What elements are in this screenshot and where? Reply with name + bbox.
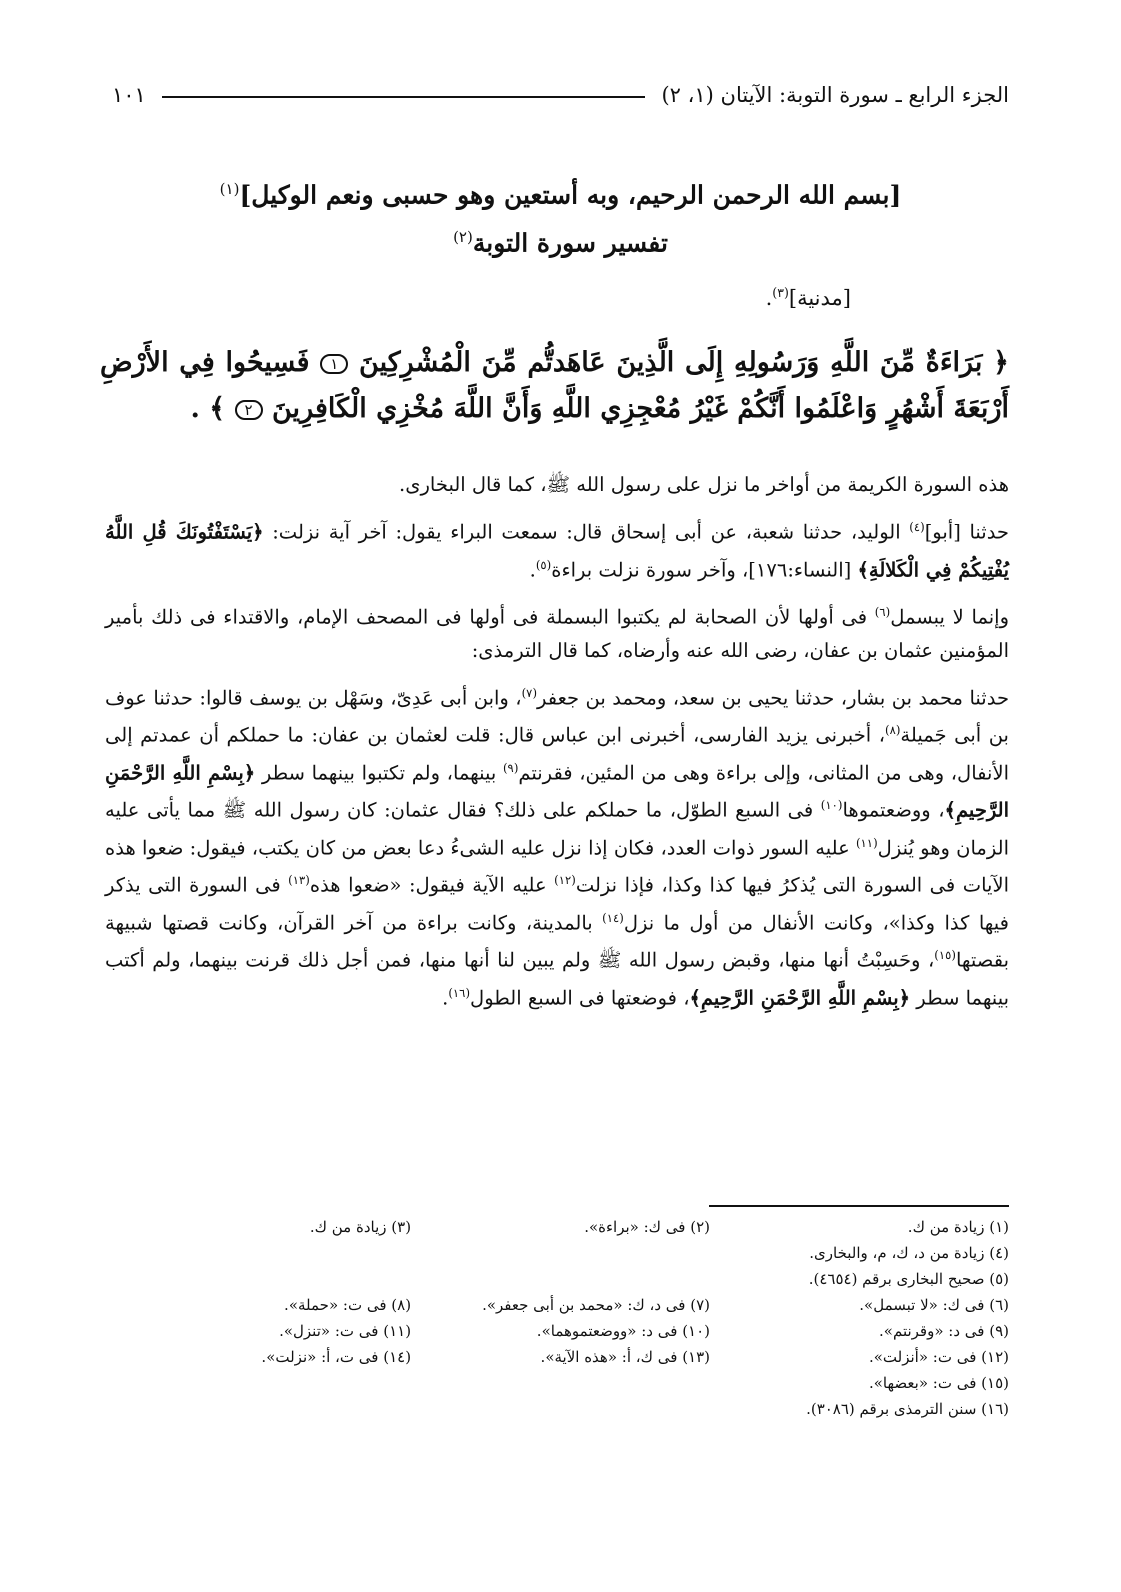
footnote-ref: (٩) — [502, 760, 519, 775]
verse-close-bracket: ﴾ . — [190, 393, 226, 424]
footnote-ref: (١٣) — [288, 873, 310, 887]
footnote-16: (١٦) سنن الترمذى برقم (٣٠٨٦). — [806, 1400, 1009, 1418]
footnote-11: (١١) فى ت: «تنزل». — [279, 1322, 412, 1340]
basmala-heading — [112, 180, 1009, 209]
verse-2: فَسِيحُوا فِي الأَرْضِ أَرْبَعَةَ أَشْهُرٍ وَاعْلَمُوا أَنَّكُمْ غَيْرُ مُعْجِزِي اللَّهِ وَأَنَّ اللَّهَ مُخْزِي الْكَافِرِينَ — [100, 347, 1009, 424]
footnote-1: (١) زيادة من ك. — [907, 1218, 1009, 1236]
footnote-ref: (١٤) — [602, 910, 624, 925]
footnote-ref: (٢) — [453, 228, 473, 246]
footnote-8: (٨) فى ت: «حملة». — [284, 1296, 412, 1314]
footnote-15: (١٥) فى ت: «بعضها». — [868, 1374, 1009, 1392]
verse-1: بَرَاءَةٌ مِّنَ اللَّهِ وَرَسُولِهِ إِلَى الَّذِينَ عَاهَدتُّم مِّنَ الْمُشْرِكِينَ — [359, 347, 983, 378]
basmala-text: [بسم الله الرحمن الرحيم، وبه أستعين وهو حسبى ونعم الوكيل] — [239, 180, 902, 210]
surah-title-text: تفسير سورة التوبة — [472, 228, 668, 258]
quran-quote: ﴿يَسْتَفْتُونَكَ قُلِ اللَّهُ يُفْتِيكُمْ فِي الْكَلالَةِ﴾ — [105, 520, 1009, 581]
footnote-ref: (٦) — [874, 605, 891, 619]
footnote-row — [112, 1214, 1009, 1240]
page-number: ١٠١ — [112, 83, 146, 107]
footnote-10: (١٠) فى د: «ووضعتموهما». — [536, 1322, 711, 1340]
running-header — [112, 78, 1009, 112]
commentary-body — [105, 468, 1009, 1024]
verse-open-bracket: ﴿ — [993, 347, 1009, 378]
footnote-13: (١٣) فى ك، أ: «هذه الآية». — [540, 1348, 711, 1366]
quran-quote: ﴿بِسْمِ اللَّهِ الرَّحْمَنِ الرَّحِيمِ﴾ — [105, 761, 1009, 822]
surah-title — [112, 228, 1009, 257]
footnote-ref: (٥) — [535, 557, 552, 572]
header-rule — [162, 96, 646, 98]
footnote-row — [112, 1240, 1009, 1266]
paragraph-1: هذه السورة الكريمة من أواخر ما نزل على رسول الله ﷺ، كما قال البخارى. — [399, 473, 1009, 496]
footnote-ref: (٤) — [909, 520, 925, 534]
footnote-ref: (٨) — [885, 723, 901, 737]
footnote-7: (٧) فى د، ك: «محمد بن أبى جعفر». — [482, 1296, 711, 1314]
footnote-ref: (٧) — [521, 685, 538, 700]
footnote-ref: (١٥) — [934, 948, 956, 962]
footnote-ref: (١٢) — [554, 873, 576, 887]
paragraph-2: حدثنا [أبو]$^{(٤)}$ الوليد، حدثنا شعبة، عن أبى إسحاق قال: سمعت البراء يقول: آخر آية نزلت: ﴿يَسْتَفْتُونَكَ قُلِ اللَّهُ يُفْتِيكُمْ فِي الْكَلالَةِ﴾ [النساء:١٧٦]، وآخر سورة نزلت براءة$^{(٥)}$. — [105, 520, 1009, 581]
madaniyya-label: [مدنية]$^{(٣)}$. — [765, 285, 851, 310]
footnote-row — [112, 1318, 1009, 1344]
footnote-row — [112, 1292, 1009, 1318]
footnote-row — [112, 1344, 1009, 1370]
footnote-ref: (١١) — [855, 835, 878, 850]
footnote-6: (٦) فى ك: «لا تبسمل». — [859, 1296, 1009, 1314]
quran-quote: ﴿بِسْمِ اللَّهِ الرَّحْمَنِ الرَّحِيمِ﴾ — [689, 986, 911, 1009]
footnote-9: (٩) فى د: «وقرنتم». — [879, 1322, 1009, 1340]
footnote-14: (١٤) فى ت، أ: «نزلت». — [261, 1348, 412, 1366]
footnote-3: (٣) زيادة من ك. — [309, 1218, 412, 1236]
paragraph-4: حدثنا محمد بن بشار، حدثنا يحيى بن سعد، ومحمد بن جعفر$^{(٧)}$، وابن أبى عَدِىّ، وسَهْل بن يوسف قالوا: حدثنا عوف بن أبى جَميلة$^{(٨)}$، أخبرنى يزيد الفارسى، أخبرنى ابن عباس قال: قلت لعثمان بن عفان: ما حملكم أن عمدتم إلى الأنفال، وهى من المثانى، وإلى براءة وهى من المئين، فقرنتم$^{(٩)}$ بينهما، ولم تكتبوا بينهما سطر ﴿بِسْمِ اللَّهِ الرَّحْمَنِ الرَّحِيمِ﴾، ووضعتموها$^{(١٠)}$ فى السبع الطوّل، ما حملكم على ذلك؟ فقال عثمان: كان رسول الله ﷺ مما يأتى عليه الزمان وهو يُنزل$^{(١١)}$ عليه السور ذوات العدد، فكان إذا نزل عليه الشىءُ دعا بعض من كان يكتب، فيقول: ضعوا هذه الآيات فى السورة التى يُذكرُ فيها كذا وكذا، فإذا نزلت$^{(١٢)}$ عليه الآية فيقول: «ضعوا هذه$^{(١٣)}$ فى السورة التى يذكر فيها كذا وكذا»، وكانت الأنفال من أول ما نزل$^{(١٤)}$ بالمدينة، وكانت براءة من آخر القرآن، وكانت قصتها شبيهة بقصتها$^{(١٥)}$، وحَسِبْتُ أنها منها، وقبض رسول الله ﷺ ولم يبين لنا أنها منها، فمن أجل ذلك قرنت بينهما، ولم أكتب بينهما سطر ﴿بِسْمِ اللَّهِ الرَّحْمَنِ الرَّحِيمِ﴾، فوضعتها فى السبع الطول$^{(١٦)}$. — [105, 685, 1009, 1009]
verse-number-1: ١ — [320, 354, 348, 374]
footnote-divider — [709, 1205, 1009, 1207]
footnote-row — [112, 1396, 1009, 1422]
footnote-5: (٥) صحيح البخارى برقم (٤٦٥٤). — [808, 1270, 1009, 1288]
footnotes — [112, 1214, 1009, 1422]
footnote-2: (٢) فى ك: «براءة». — [584, 1218, 711, 1236]
footnote-ref: (١٦) — [448, 985, 471, 1000]
paragraph-3: وإنما لا يبسمل$^{(٦)}$ فى أولها لأن الصحابة لم يكتبوا البسملة فى أولها فى المصحف الإمام، والاقتداء فى ذلك بأمير المؤمنين عثمان بن عفان، رضى الله عنه وأرضاه، كما قال الترمذى: — [105, 605, 1009, 662]
footnote-ref: (١) — [219, 180, 240, 198]
footnote-12: (١٢) فى ت: «أنزلت». — [868, 1348, 1009, 1366]
footnote-row — [112, 1266, 1009, 1292]
footnote-ref: (٣) — [772, 285, 789, 300]
footnote-4: (٤) زيادة من د، ك، م، والبخارى. — [809, 1244, 1009, 1262]
footnote-row — [112, 1370, 1009, 1396]
header-title: الجزء الرابع ـ سورة التوبة: الآيتان (١، ٢) — [661, 83, 1009, 107]
verse-number-2: ٢ — [235, 400, 263, 420]
footnote-ref: (١٠) — [820, 798, 843, 812]
quran-verses — [100, 340, 1009, 432]
